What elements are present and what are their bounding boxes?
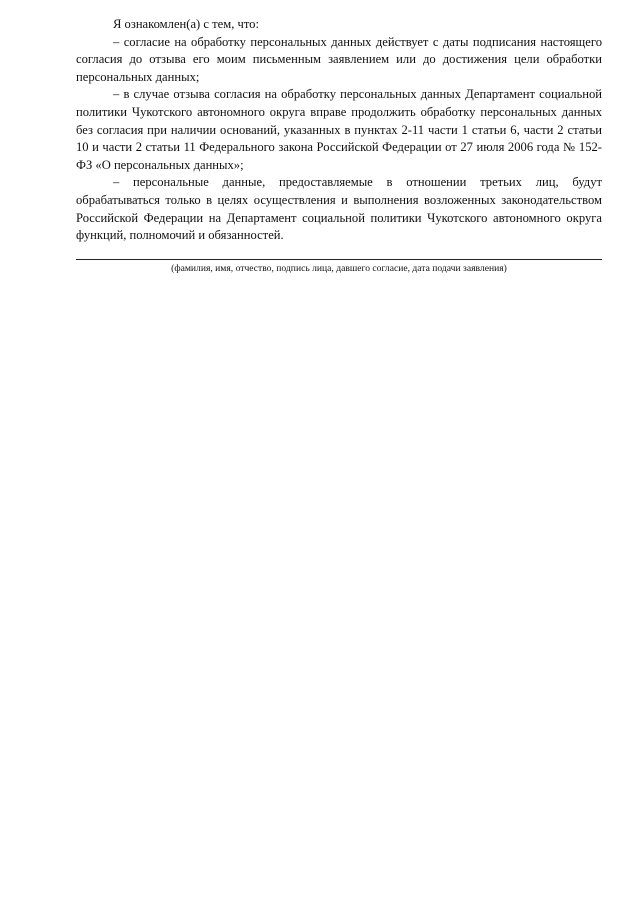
paragraph-consent-withdrawal: – в случае отзыва согласия на обработку персональных данных Департамент социальной политики Чукотского автономного округа вправе продолжить обработку персональных данных без согласия при наличии оснований, указанных в пунктах 2-11 части 1 статьи 6, части 2 статьи 10 и части 2 статьи 11 Федерального закона Российской Федерации от 27 июля 2006 года № 152-ФЗ «О персональных данных»; [76,87,602,172]
intro-line: Я ознакомлен(а) с тем, что: [113,17,259,31]
signature-block [76,259,602,275]
signature-line [76,259,602,260]
document-body [76,16,602,245]
paragraph-consent-duration: – согласие на обработку персональных данных действует с даты подписания настоящего согласия до отзыва его моим письменным заявлением или до достижения цели обработки персональных данных; [76,34,602,84]
paragraph-third-party-data: – персональные данные, предоставляемые в отношении третьих лиц, будут обрабатываться только в целях осуществления и выполнения возложенных законодательством Российской Федерации на Департамент социальной политики Чукотского автономного округа функций, полномочий и обязанностей. [76,175,602,243]
signature-caption: (фамилия, имя, отчество, подпись лица, давшего согласие, дата подачи заявления) [171,263,507,274]
